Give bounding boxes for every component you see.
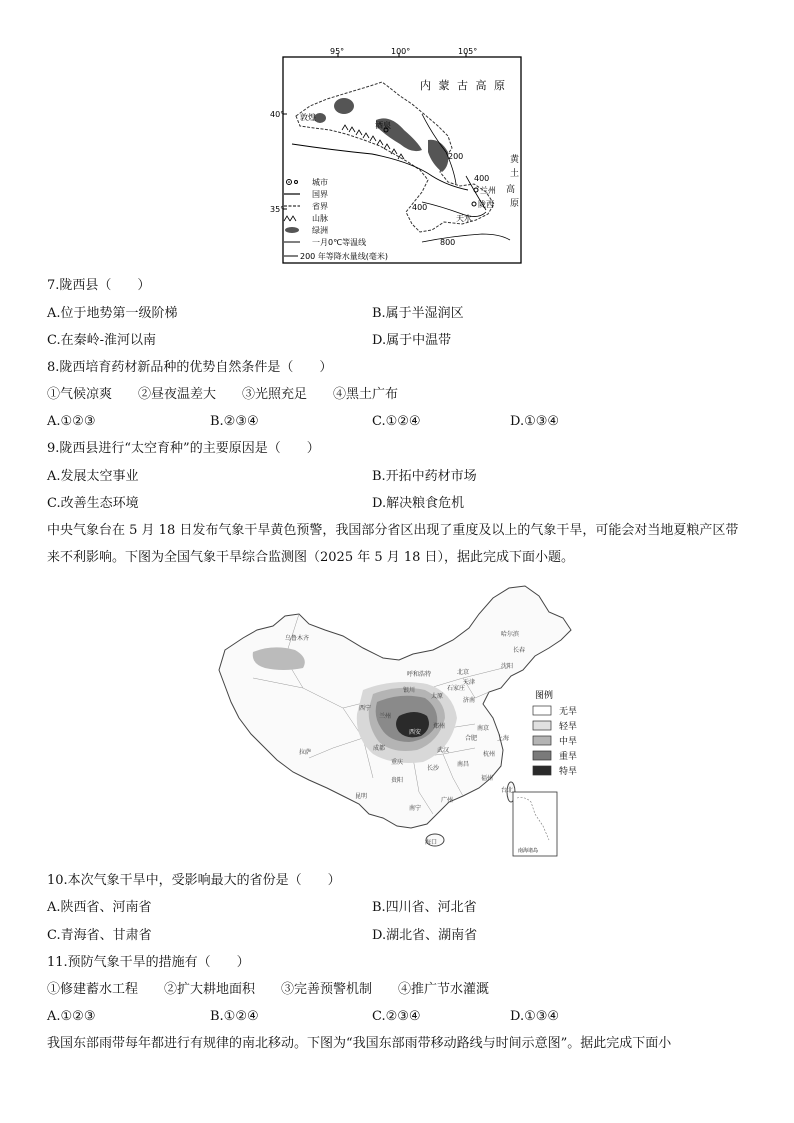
city-label: 重庆 <box>391 759 404 766</box>
city-label: 沈阳 <box>501 663 514 670</box>
q7-option-d[interactable]: D.属于中温带 <box>372 333 452 348</box>
question-10-stem: 10.本次气象干旱中，受影响最大的省份是（ ） <box>47 873 341 888</box>
city-label: 乌鲁木齐 <box>285 635 310 642</box>
isohyet-value: 800 <box>440 238 456 247</box>
city-label: 武汉 <box>437 747 450 754</box>
q10-option-c[interactable]: C.青海省、甘肃省 <box>47 928 152 943</box>
q7-option-b[interactable]: B.属于半湿润区 <box>372 306 464 321</box>
legend-title: 图例 <box>535 691 554 701</box>
legend-label: 重旱 <box>559 752 578 762</box>
city-label: 南京 <box>477 725 490 732</box>
loess-label: 土 <box>510 169 520 179</box>
lat-label: 40° <box>270 110 285 119</box>
city-label: 昆明 <box>355 793 368 800</box>
legend-label: 城市 <box>312 178 328 187</box>
inset-label: 南海诸岛 <box>518 848 539 854</box>
q9-option-b[interactable]: B.开拓中药材市场 <box>372 469 477 484</box>
city-label: 兰州 <box>379 713 392 720</box>
q9-option-c[interactable]: C.改善生态环境 <box>47 496 139 511</box>
legend-label: 无旱 <box>559 707 578 717</box>
legend-label: 省界 <box>312 202 328 211</box>
q10-option-b[interactable]: B.四川省、河北省 <box>372 900 477 915</box>
question-7-stem: 7.陇西县（ ） <box>47 278 151 293</box>
question-9-stem: 9.陇西县进行“太空育种”的主要原因是（ ） <box>47 441 320 456</box>
city-label: 合肥 <box>465 735 478 742</box>
city-label: 上海 <box>497 735 510 742</box>
q9-option-a[interactable]: A.发展太空事业 <box>47 469 139 484</box>
question-11-stem: 11.预防气象干旱的措施有（ ） <box>47 955 250 970</box>
question-8-stem: 8.陇西培育药材新品种的优势自然条件是（ ） <box>47 360 333 375</box>
q7-option-c[interactable]: C.在秦岭-淮河以南 <box>47 333 157 348</box>
legend-label: 轻旱 <box>559 722 578 732</box>
china-drought-map <box>213 578 593 860</box>
q9-option-d[interactable]: D.解决粮食危机 <box>372 496 465 511</box>
city-label: 郑州 <box>433 723 446 730</box>
south-china-sea-inset <box>513 792 557 856</box>
rainbelt-intro-paragraph: 我国东部雨带每年都进行有规律的南北移动。下图为“我国东部雨带移动路线与时间示意图”。据此完成下面小 <box>47 1036 672 1051</box>
city-label: 长沙 <box>427 765 440 772</box>
legend-label: 山脉 <box>312 214 328 223</box>
q8-option-b[interactable]: B.②③④ <box>210 414 259 429</box>
city-label: 敦煌 <box>300 113 316 122</box>
city-label: 陇西 <box>478 200 494 209</box>
q11-option-b[interactable]: B.①②④ <box>210 1009 259 1024</box>
legend-label: 特旱 <box>559 767 578 777</box>
city-label: 贵阳 <box>391 777 404 784</box>
city-label: 济南 <box>463 697 476 704</box>
city-label: 哈尔滨 <box>501 631 520 638</box>
city-label: 杭州 <box>483 751 496 758</box>
city-label: 南昌 <box>457 761 470 768</box>
city-label: 西宁 <box>359 705 372 712</box>
isohyet-value: 400 <box>412 203 428 212</box>
city-label: 银川 <box>403 687 416 694</box>
city-label: 太原 <box>431 693 444 700</box>
q10-option-a[interactable]: A.陕西省、河南省 <box>47 900 152 915</box>
q11-items: ①修建蓄水工程 ②扩大耕地面积 ③完善预警机制 ④推广节水灌溉 <box>47 982 490 997</box>
isohyet-value: 200 <box>448 152 464 161</box>
q11-option-d[interactable]: D.①③④ <box>510 1009 560 1024</box>
city-label: 兰州 <box>480 186 496 195</box>
legend-label: 国界 <box>312 190 328 199</box>
q8-option-d[interactable]: D.①③④ <box>510 414 560 429</box>
city-label: 呼和浩特 <box>407 671 432 678</box>
loess-label: 黄 <box>510 155 520 165</box>
city-label: 石家庄 <box>447 685 466 692</box>
legend-label: 中旱 <box>559 737 578 747</box>
q8-items: ①气候凉爽 ②昼夜温差大 ③光照充足 ④黑土广布 <box>47 387 399 402</box>
legend-label: 绿洲 <box>312 226 328 235</box>
oasis-shape <box>334 98 354 114</box>
city-label: 北京 <box>457 669 470 676</box>
q10-option-d[interactable]: D.湖北省、湖南省 <box>372 928 478 943</box>
q8-option-c[interactable]: C.①②④ <box>372 414 421 429</box>
city-label: 天水 <box>456 214 472 223</box>
lon-label: 105° <box>458 47 478 56</box>
city-label: 广州 <box>441 797 454 804</box>
city-label: 海口 <box>425 839 438 846</box>
legend-label: 200 年等降水量线(毫米) <box>300 252 389 261</box>
isohyet-value: 400 <box>474 174 490 183</box>
loess-label: 高 <box>506 185 516 195</box>
city-label: 长春 <box>513 647 526 654</box>
city-label: 酒泉 <box>375 121 391 130</box>
plateau-label: 内 蒙 古 高 原 <box>420 79 507 92</box>
city-label: 西安 <box>409 729 422 736</box>
gansu-map <box>272 44 532 268</box>
q11-option-c[interactable]: C.②③④ <box>372 1009 421 1024</box>
city-label: 南宁 <box>409 805 422 812</box>
q8-option-a[interactable]: A.①②③ <box>47 414 96 429</box>
drought-intro-paragraph: 中央气象台在 5 月 18 日发布气象干旱黄色预警，我国部分省区出现了重度及以上的气象干旱，可能会对当地夏粮产区带来不利影响。下图为全国气象干旱综合监测图（2025 年 5 月 18 日），据此完成下面小题。 <box>47 523 739 565</box>
lon-label: 100° <box>391 47 411 56</box>
city-label: 成都 <box>373 745 386 752</box>
legend-label: 一月0℃等温线 <box>312 238 367 247</box>
city-label: 台北 <box>501 787 514 794</box>
lon-label: 95° <box>330 47 345 56</box>
map2-legend <box>533 689 577 777</box>
q7-option-a[interactable]: A.位于地势第一级阶梯 <box>47 306 178 321</box>
loess-label: 原 <box>510 199 520 209</box>
city-label: 拉萨 <box>299 749 312 756</box>
city-label: 天津 <box>463 679 476 686</box>
city-label: 福州 <box>481 775 494 782</box>
q11-option-a[interactable]: A.①②③ <box>47 1009 96 1024</box>
lat-label: 35° <box>270 205 285 214</box>
